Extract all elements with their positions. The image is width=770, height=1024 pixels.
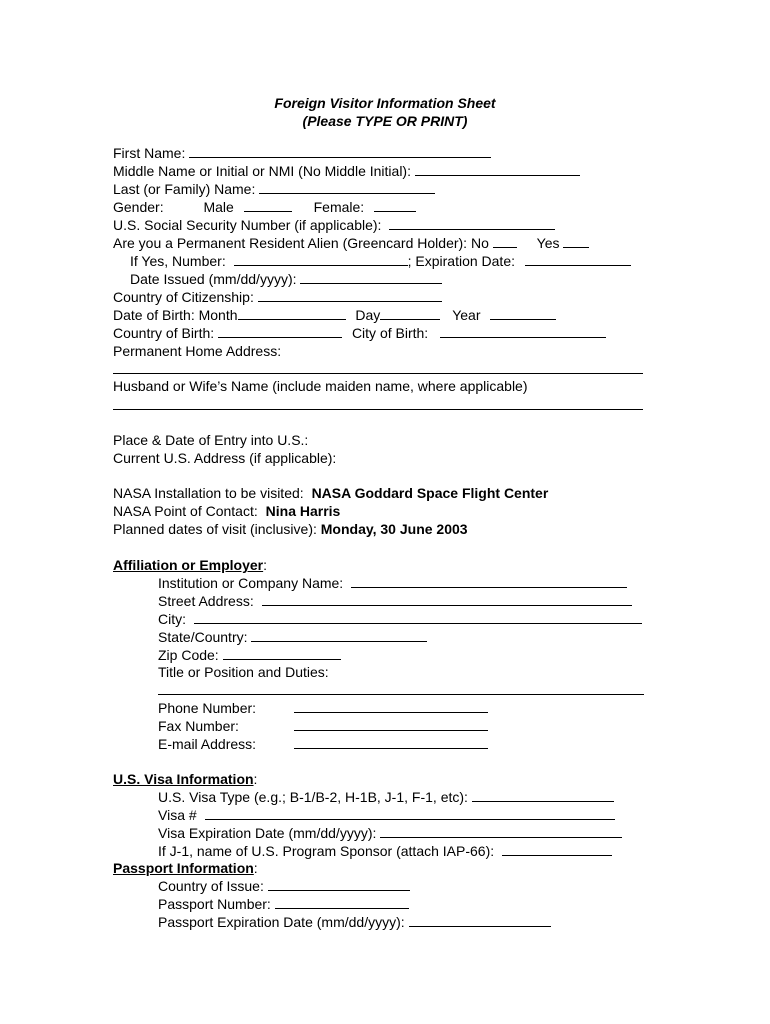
visa-type-row <box>158 788 614 806</box>
fax-label: Fax Number: <box>158 718 239 734</box>
dob-day-field[interactable] <box>380 307 440 320</box>
entry-label: Place & Date of Entry into U.S.: <box>113 432 309 448</box>
institution-row <box>158 574 627 592</box>
title-duties-label: Title or Position and Duties: <box>158 664 329 680</box>
spouse-label: Husband or Wife’s Name (include maiden name, where applicable) <box>113 378 528 394</box>
dob-year-label: Year <box>452 307 481 323</box>
date-issued-field[interactable] <box>300 271 442 284</box>
passport-expiration-row <box>158 913 551 931</box>
visa-type-label: U.S. Visa Type (e.g.; B-1/B-2, H-1B, J-1, F-1, etc): <box>158 789 468 805</box>
contact-row <box>113 502 340 520</box>
affiliation-heading-row <box>113 556 267 574</box>
passport-country-field[interactable] <box>268 878 410 891</box>
dob-month-label: Date of Birth: Month <box>113 307 238 323</box>
birthplace-row <box>113 324 606 342</box>
fax-row <box>158 717 488 735</box>
dob-day-label: Day <box>355 307 381 323</box>
last-name-field[interactable] <box>259 181 435 194</box>
female-label: Female: <box>313 199 365 215</box>
visa-expiration-label: Visa Expiration Date (mm/dd/yyyy): <box>158 825 377 841</box>
dob-row <box>113 306 556 324</box>
perm-resident-yes-field[interactable] <box>563 235 589 248</box>
greencard-number-field[interactable] <box>234 253 408 266</box>
street-row <box>158 592 632 610</box>
contact-value: Nina Harris <box>265 503 341 519</box>
city-field[interactable] <box>194 611 642 624</box>
country-of-birth-label: Country of Birth: <box>113 325 215 341</box>
middle-name-row <box>113 162 580 180</box>
zip-field[interactable] <box>223 647 341 660</box>
phone-label: Phone Number: <box>158 700 257 716</box>
title-duties-field[interactable] <box>158 694 644 695</box>
passport-number-label: Passport Number: <box>158 896 271 912</box>
email-label: E-mail Address: <box>158 736 257 752</box>
state-field[interactable] <box>251 629 427 642</box>
home-address-label: Permanent Home Address: <box>113 343 282 359</box>
dob-year-field[interactable] <box>490 307 556 320</box>
institution-label: Institution or Company Name: <box>158 575 344 591</box>
state-row <box>158 628 427 646</box>
street-label: Street Address: <box>158 593 254 609</box>
dates-label: Planned dates of visit (inclusive): <box>113 521 317 537</box>
middle-name-label: Middle Name or Initial or NMI (No Middle Initial): <box>113 163 411 179</box>
passport-heading: Passport Information <box>113 860 254 876</box>
sponsor-field[interactable] <box>502 843 612 856</box>
date-issued-row <box>130 270 442 288</box>
ssn-field[interactable] <box>389 217 555 230</box>
citizenship-label: Country of Citizenship: <box>113 289 254 305</box>
sponsor-label: If J-1, name of U.S. Program Sponsor (attach IAP-66): <box>158 843 495 859</box>
phone-field[interactable] <box>294 700 488 713</box>
email-field[interactable] <box>294 736 488 749</box>
perm-resident-row <box>113 234 589 252</box>
dates-row <box>113 520 468 538</box>
ssn-row <box>113 216 555 234</box>
last-name-row <box>113 180 435 198</box>
zip-row <box>158 646 341 664</box>
installation-row <box>113 484 548 502</box>
dob-month-field[interactable] <box>238 307 346 320</box>
email-row <box>158 735 488 753</box>
last-name-label: Last (or Family) Name: <box>113 181 256 197</box>
passport-number-row <box>158 895 409 913</box>
current-address-label: Current U.S. Address (if applicable): <box>113 450 337 466</box>
first-name-field[interactable] <box>189 145 491 158</box>
city-of-birth-field[interactable] <box>440 325 606 338</box>
city-label: City: <box>158 611 186 627</box>
perm-resident-label: Are you a Permanent Resident Alien (Greencard Holder): No <box>113 235 489 251</box>
citizenship-row <box>113 288 442 306</box>
greencard-expiration-field[interactable] <box>525 253 631 266</box>
form-title: Foreign Visitor Information Sheet <box>274 95 496 111</box>
city-row <box>158 610 642 628</box>
visa-number-row <box>158 806 615 824</box>
passport-heading-row <box>113 859 258 877</box>
spouse-field[interactable] <box>113 409 643 410</box>
first-name-label: First Name: <box>113 145 186 161</box>
country-of-birth-field[interactable] <box>218 325 342 338</box>
affiliation-heading-colon: : <box>263 557 268 573</box>
fax-field[interactable] <box>294 718 488 731</box>
visa-expiration-row <box>158 824 622 842</box>
greencard-number-label: If Yes, Number: <box>130 253 226 269</box>
form-subtitle: (Please TYPE OR PRINT) <box>302 113 468 129</box>
visa-heading-row <box>113 770 257 788</box>
phone-row <box>158 699 488 717</box>
passport-heading-colon: : <box>253 860 258 876</box>
passport-number-field[interactable] <box>275 896 409 909</box>
ssn-label: U.S. Social Security Number (if applicable): <box>113 217 382 233</box>
dates-value: Monday, 30 June 2003 <box>320 521 468 537</box>
visa-expiration-field[interactable] <box>380 825 622 838</box>
sponsor-row <box>158 842 612 860</box>
perm-resident-yes-label: Yes <box>536 235 560 251</box>
perm-resident-no-field[interactable] <box>493 235 517 248</box>
street-field[interactable] <box>262 593 632 606</box>
date-issued-label: Date Issued (mm/dd/yyyy): <box>130 271 297 287</box>
gender-label: Gender: <box>113 199 164 215</box>
gender-row <box>113 198 416 216</box>
institution-field[interactable] <box>351 575 627 588</box>
greencard-number-row <box>130 252 631 270</box>
affiliation-heading: Affiliation or Employer <box>113 557 264 573</box>
first-name-row <box>113 144 491 162</box>
middle-name-field[interactable] <box>415 163 580 176</box>
visa-number-label: Visa # <box>158 807 197 823</box>
passport-expiration-field[interactable] <box>409 914 551 927</box>
installation-value: NASA Goddard Space Flight Center <box>311 485 549 501</box>
visa-heading: U.S. Visa Information <box>113 771 254 787</box>
installation-label: NASA Installation to be visited: <box>113 485 304 501</box>
home-address-field[interactable] <box>113 373 643 374</box>
greencard-expiration-label: ; Expiration Date: <box>407 253 515 269</box>
female-field[interactable] <box>374 199 416 212</box>
passport-country-row <box>158 877 410 895</box>
state-label: State/Country: <box>158 629 248 645</box>
zip-label: Zip Code: <box>158 647 219 663</box>
contact-label: NASA Point of Contact: <box>113 503 258 519</box>
male-label: Male <box>203 199 234 215</box>
passport-expiration-label: Passport Expiration Date (mm/dd/yyyy): <box>158 914 405 930</box>
passport-country-label: Country of Issue: <box>158 878 264 894</box>
visa-type-field[interactable] <box>472 789 614 802</box>
visa-number-field[interactable] <box>205 807 615 820</box>
visa-heading-colon: : <box>253 771 258 787</box>
male-field[interactable] <box>244 199 292 212</box>
city-of-birth-label: City of Birth: <box>351 325 429 341</box>
citizenship-field[interactable] <box>258 289 442 302</box>
